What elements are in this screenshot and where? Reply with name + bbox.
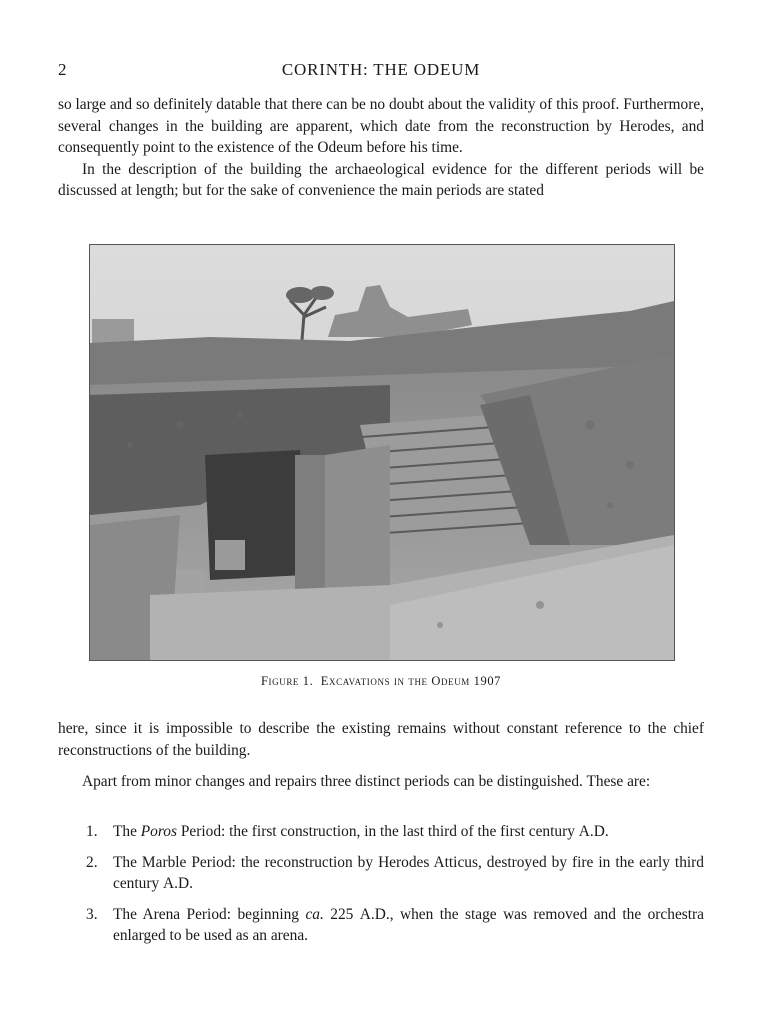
item-text: The: [113, 823, 141, 840]
paragraph: so large and so definitely datable that there can be no doubt about the validity of this proof. Furthermore, several changes in the building are apparent, which date from the reconstruction by Herodes, and consequently point to the existence of the Odeum before his time.: [58, 96, 704, 156]
page-header: [58, 60, 704, 84]
figure-caption: [58, 674, 704, 689]
list-number: 3.: [86, 905, 98, 923]
list-item: [58, 904, 704, 947]
caption-label: Figure 1.: [260, 674, 314, 688]
body-text-top: [58, 94, 704, 202]
item-text: 225: [323, 905, 360, 923]
item-italic: Poros: [140, 823, 177, 840]
distant-ruin: [92, 319, 134, 343]
item-text: The Marble Period: the reconstruction by Herodes Atticus, destroyed by fire in the early third century: [113, 853, 704, 892]
body-text-bottom: [58, 718, 704, 793]
caption-text: Excavations in the Odeum 1907: [320, 674, 502, 688]
era-abbrev: A.D.: [163, 875, 193, 892]
periods-list: [58, 821, 704, 956]
excavation-photo: [90, 245, 674, 660]
item-italic: ca.: [305, 905, 324, 923]
figure-1-photograph: [89, 244, 675, 661]
era-abbrev: A.D.,: [359, 905, 394, 923]
page-number: 2: [58, 60, 67, 79]
item-text: when the stage was removed and the orchestra enlarged to be used as an arena.: [113, 905, 705, 944]
list-item: [58, 852, 704, 895]
paragraph: Apart from minor changes and repairs three distinct periods can be distinguished. These are:: [82, 773, 651, 790]
item-text: The Arena Period: beginning: [113, 905, 306, 923]
item-text: Period: the first construction, in the last third of the first century: [176, 823, 579, 840]
list-number: 2.: [86, 853, 98, 871]
paragraph: In the description of the building the archaeological evidence for the different periods will be discussed at length; but for the sake of convenience the main periods are stated: [58, 160, 704, 199]
paragraph: here, since it is impossible to describe the existing remains without constant reference to the chief reconstructions of the building.: [58, 720, 704, 759]
era-abbrev: A.D.: [578, 823, 609, 840]
list-item: [58, 821, 704, 843]
running-title: CORINTH: THE ODEUM: [281, 60, 481, 79]
list-number: 1.: [86, 823, 98, 840]
